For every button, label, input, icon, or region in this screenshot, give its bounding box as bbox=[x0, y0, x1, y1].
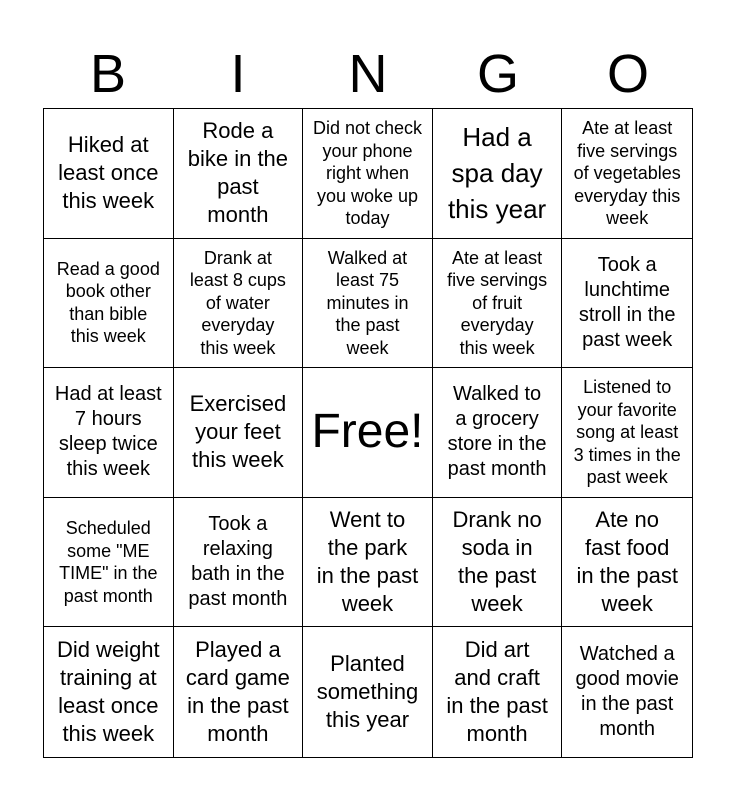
bingo-cell[interactable] bbox=[303, 239, 433, 369]
bingo-cell-text: Went to the park in the past week bbox=[316, 507, 419, 617]
bingo-cell-text: Read a good book other than bible this week bbox=[56, 258, 160, 347]
bingo-cell[interactable] bbox=[433, 627, 563, 757]
bingo-cell-text: Exercised your feet this week bbox=[189, 391, 287, 473]
bingo-cell[interactable] bbox=[433, 368, 563, 498]
free-space-label: Free! bbox=[311, 405, 424, 459]
bingo-cell[interactable] bbox=[562, 498, 692, 628]
bingo-cell[interactable] bbox=[303, 109, 433, 239]
bingo-cell-text: Did not check your phone right when you woke up today bbox=[312, 118, 423, 229]
bingo-cell[interactable] bbox=[562, 239, 692, 369]
bingo-cell[interactable] bbox=[174, 109, 304, 239]
bingo-cell-text: Took a lunchtime stroll in the past week bbox=[578, 253, 676, 351]
bingo-cell-text: Ate no fast food in the past week bbox=[576, 507, 678, 617]
bingo-cell[interactable] bbox=[433, 498, 563, 628]
bingo-cell-free[interactable] bbox=[303, 368, 433, 498]
bingo-cell-text: Listened to your favorite song at least 3 times in the past week bbox=[573, 377, 681, 488]
bingo-cell-text: Rode a bike in the past month bbox=[187, 118, 289, 228]
bingo-cell-text: Had a spa day this year bbox=[447, 122, 547, 225]
bingo-cell[interactable] bbox=[562, 368, 692, 498]
bingo-cell[interactable] bbox=[44, 109, 174, 239]
bingo-cell-text: Took a relaxing bath in the past month bbox=[188, 513, 288, 611]
bingo-cell-text: Walked to a grocery store in the past month bbox=[447, 383, 547, 481]
bingo-cell[interactable] bbox=[174, 498, 304, 628]
bingo-cell-text: Planted something this year bbox=[316, 651, 419, 733]
bingo-cell-text: Had at least 7 hours sleep twice this week bbox=[54, 383, 162, 481]
bingo-cell-text: Did art and craft in the past month bbox=[446, 637, 548, 747]
bingo-cell-text: Watched a good movie in the past month bbox=[575, 643, 679, 741]
bingo-cell-text: Hiked at least once this week bbox=[58, 132, 159, 214]
bingo-cell-text: Ate at least five servings of fruit everyday this week bbox=[447, 247, 548, 358]
bingo-cell-text: Ate at least five servings of vegetables everyday this week bbox=[573, 118, 681, 229]
bingo-cell[interactable] bbox=[433, 109, 563, 239]
bingo-cell[interactable] bbox=[303, 498, 433, 628]
bingo-cell-text: Walked at least 75 minutes in the past week bbox=[326, 247, 409, 358]
bingo-cell[interactable] bbox=[433, 239, 563, 369]
bingo-cell[interactable] bbox=[303, 627, 433, 757]
bingo-cell-text: Drank at least 8 cups of water everyday this week bbox=[189, 247, 286, 358]
bingo-cell-text: Played a card game in the past month bbox=[185, 637, 290, 747]
bingo-cell-text: Drank no soda in the past week bbox=[452, 507, 542, 617]
bingo-cell[interactable] bbox=[44, 368, 174, 498]
header-letter-n: N bbox=[348, 44, 388, 104]
bingo-cell[interactable] bbox=[44, 239, 174, 369]
bingo-cell[interactable] bbox=[174, 627, 304, 757]
bingo-header bbox=[43, 40, 693, 108]
bingo-cell-text: Scheduled some "ME TIME" in the past month bbox=[59, 518, 158, 606]
bingo-cell[interactable] bbox=[174, 368, 304, 498]
header-letter-g: G bbox=[476, 44, 519, 104]
bingo-cell[interactable] bbox=[44, 498, 174, 628]
header-letter-b: B bbox=[89, 44, 127, 104]
bingo-cell[interactable] bbox=[562, 109, 692, 239]
bingo-cell[interactable] bbox=[562, 627, 692, 757]
bingo-cell[interactable] bbox=[174, 239, 304, 369]
bingo-cell-text: Did weight training at least once this week bbox=[56, 637, 160, 747]
bingo-cell[interactable] bbox=[44, 627, 174, 757]
header-letter-o: O bbox=[606, 44, 649, 104]
header-letter-i: I bbox=[230, 44, 246, 104]
bingo-board bbox=[43, 108, 693, 758]
